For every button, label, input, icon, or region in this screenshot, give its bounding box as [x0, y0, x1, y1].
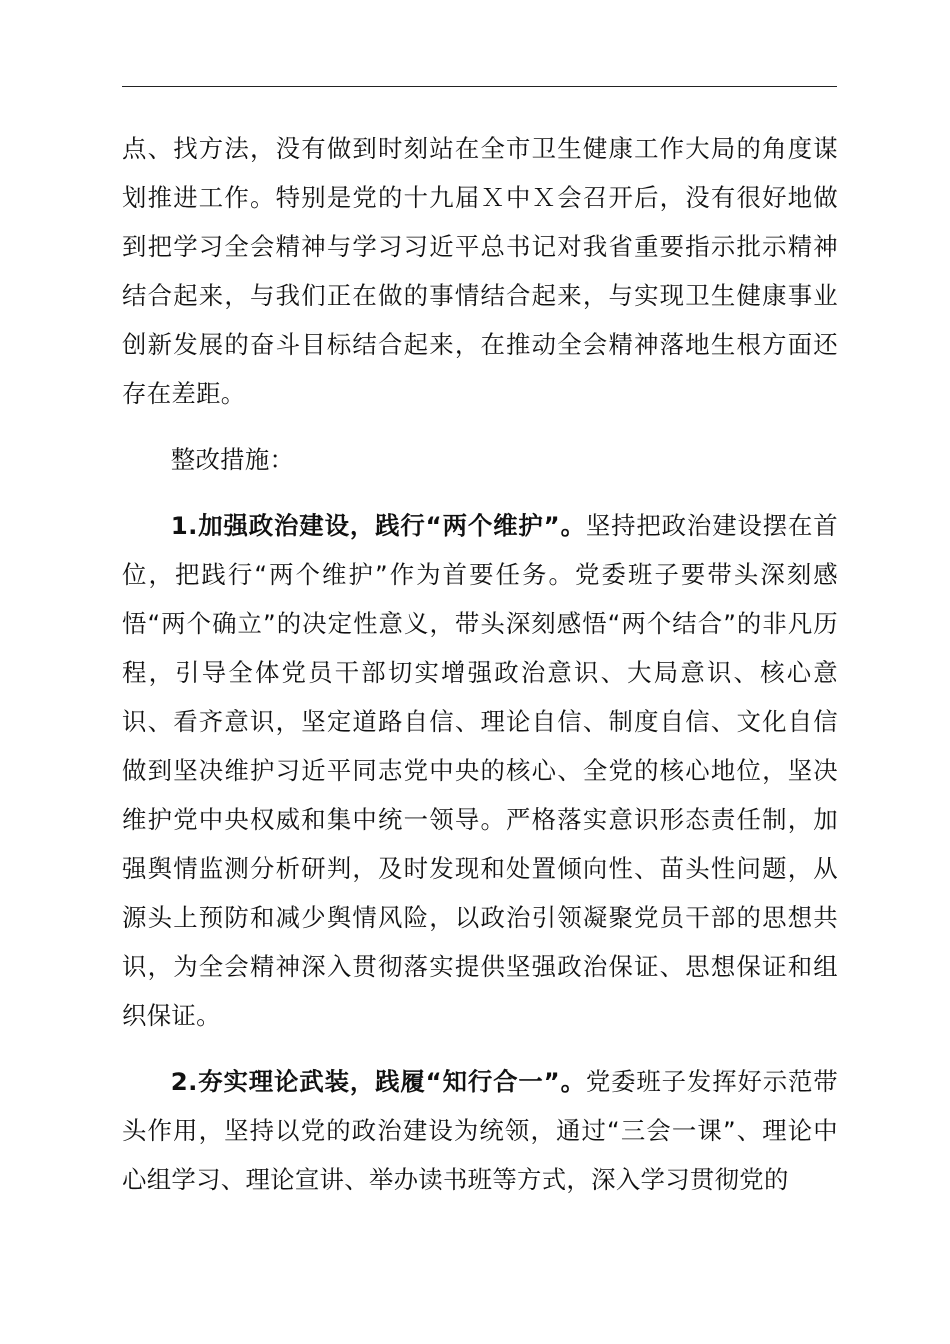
paragraph-lead: 2.夯实理论武装，践履“知行合一”。: [170, 1067, 586, 1096]
paragraph-text: 点、找方法，没有做到时刻站在全市卫生健康工作大局的角度谋划推进工作。特别是党的十九届Ｘ中Ｘ会召开后，没有很好地做到把学习全会精神与学习习近平总书记对我省重要指示批示精神结合起来，与我们正在做的事情结合起来，与实现卫生健康事业创新发展的奋斗目标结合起来，在推动全会精神落地生根方面还存在差距。: [122, 134, 838, 408]
paragraph-rectification-heading: [122, 435, 838, 484]
paragraph-lead: 1.加强政治建设，践行“两个维护”。: [170, 511, 586, 540]
section-heading: 整改措施：: [170, 445, 295, 474]
paragraph-continued: [122, 124, 838, 418]
paragraph-text: 坚持把政治建设摆在首位，把践行“两个维护”作为首要任务。党委班子要带头深刻感悟“两个确立”的决定性意义，带头深刻感悟“两个结合”的非凡历程，引导全体党员干部切实增强政治意识、大局意识、核心意识、看齐意识，坚定道路自信、理论自信、制度自信、文化自信做到坚决维护习近平同志党中央的核心、全党的核心地位，坚决维护党中央权威和集中统一领导。严格落实意识形态责任制，加强舆情监测分析研判，及时发现和处置倾向性、苗头性问题，从源头上预防和减少舆情风险，以政治引领凝聚党员干部的思想共识，为全会精神深入贯彻落实提供坚强政治保证、思想保证和组织保证。: [122, 511, 838, 1030]
paragraph-text: 党委班子发挥好示范带头作用，坚持以党的政治建设为统领，通过“三会一课”、理论中心组学习、理论宣讲、举办读书班等方式，深入学习贯彻党的: [122, 1067, 838, 1194]
document-body: [122, 124, 838, 1204]
header-rule: [122, 86, 837, 87]
paragraph-measure-1: [122, 501, 838, 1040]
paragraph-measure-2: [122, 1057, 838, 1204]
